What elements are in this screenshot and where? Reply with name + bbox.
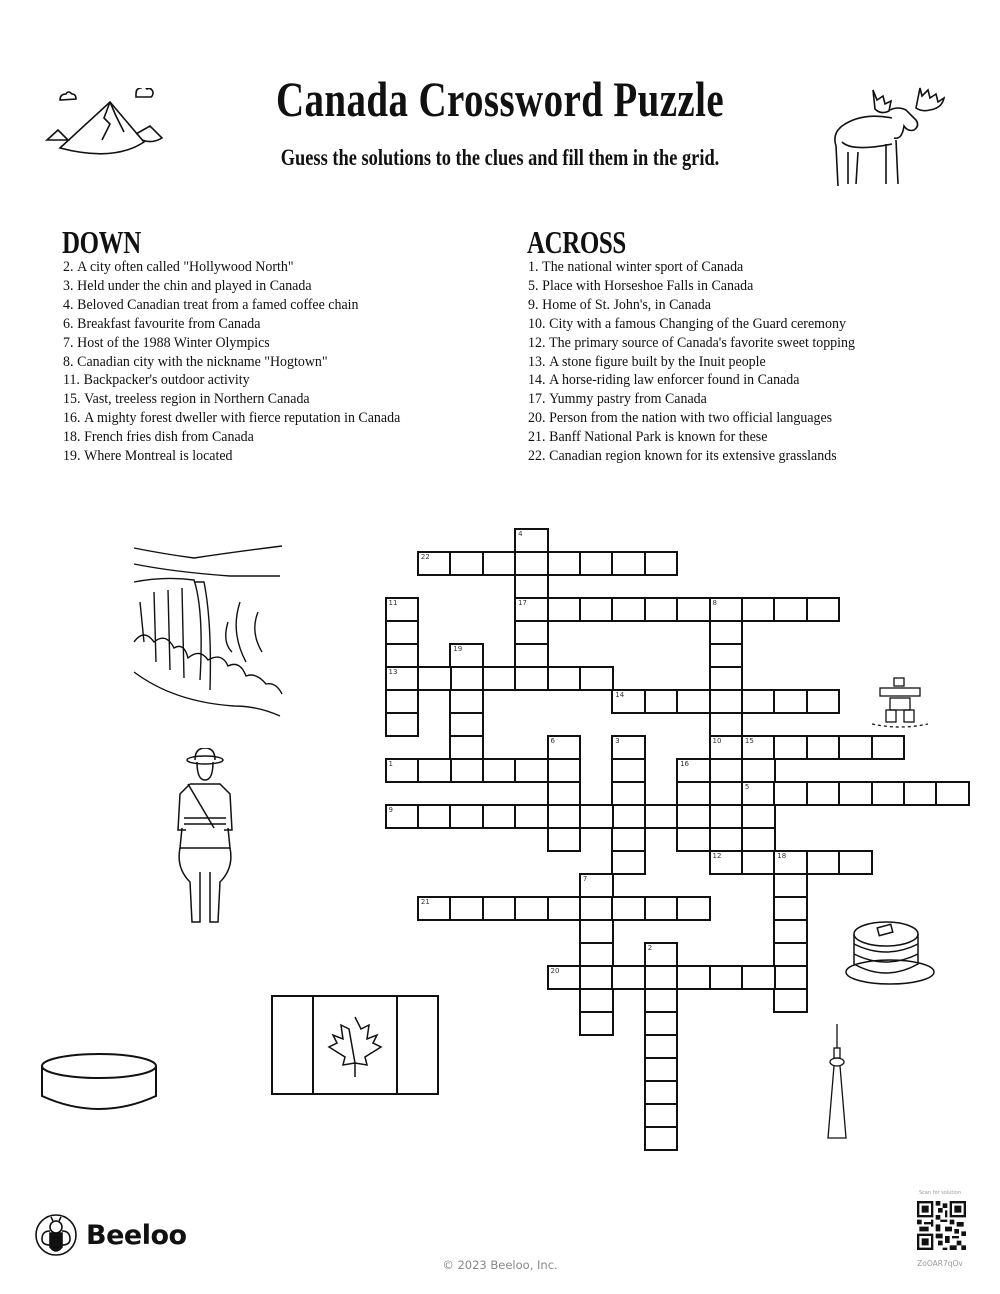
down-clue: 3. Held under the chin and played in Canada xyxy=(63,277,312,294)
crossword-cell[interactable] xyxy=(579,965,614,990)
crossword-cell[interactable] xyxy=(579,873,614,898)
crossword-cell[interactable] xyxy=(514,666,549,691)
crossword-cell[interactable] xyxy=(611,804,646,829)
crossword-cell[interactable] xyxy=(449,666,484,691)
crossword-cell[interactable] xyxy=(449,689,484,714)
crossword-cell[interactable] xyxy=(547,666,582,691)
crossword-cell[interactable] xyxy=(871,735,906,760)
across-clue: 12. The primary source of Canada's favorite sweet topping xyxy=(528,334,855,351)
clue-number: 9 xyxy=(388,806,393,814)
crossword-cell[interactable] xyxy=(514,620,549,645)
crossword-cell[interactable] xyxy=(773,597,808,622)
crossword-cell[interactable] xyxy=(385,712,420,737)
crossword-cell[interactable] xyxy=(579,597,614,622)
clue-number: 16 xyxy=(680,760,690,768)
copyright: © 2023 Beeloo, Inc. xyxy=(442,1258,558,1272)
crossword-cell[interactable] xyxy=(709,666,744,691)
down-clue: 4. Beloved Canadian treat from a famed coffee chain xyxy=(63,296,359,313)
down-clues-section xyxy=(62,224,462,466)
crossword-cell[interactable] xyxy=(449,804,484,829)
crossword-cell[interactable] xyxy=(547,827,582,852)
crossword-cell[interactable] xyxy=(644,988,679,1013)
crossword-cell[interactable] xyxy=(385,666,420,691)
crossword-cell[interactable] xyxy=(903,781,938,806)
crossword-cell[interactable] xyxy=(644,597,679,622)
solution-qr-code[interactable] xyxy=(917,1201,966,1250)
crossword-cell[interactable] xyxy=(611,827,646,852)
crossword-cell[interactable] xyxy=(838,735,873,760)
crossword-cell[interactable] xyxy=(676,781,711,806)
crossword-cell[interactable] xyxy=(579,942,614,967)
across-clue: 5. Place with Horseshoe Falls in Canada xyxy=(528,277,754,294)
crossword-cell[interactable] xyxy=(806,689,841,714)
crossword-cell[interactable] xyxy=(709,689,744,714)
page-subtitle: Guess the solutions to the clues and fill them in the grid. xyxy=(280,145,720,170)
down-clue: 2. A city often called "Hollywood North" xyxy=(63,259,294,275)
crossword-cell[interactable] xyxy=(709,597,744,622)
crossword-cell[interactable] xyxy=(579,551,614,576)
crossword-cell[interactable] xyxy=(709,712,744,737)
page-title: Canada Crossword Puzzle xyxy=(275,71,725,127)
pancakes-illustration xyxy=(842,918,937,988)
across-clue: 17. Yummy pastry from Canada xyxy=(528,391,707,408)
clue-number: 20 xyxy=(550,967,560,975)
clue-number: 8 xyxy=(712,599,717,607)
crossword-cell[interactable] xyxy=(579,919,614,944)
crossword-cell[interactable] xyxy=(514,597,549,622)
across-clues-section xyxy=(527,224,947,466)
crossword-cell[interactable] xyxy=(547,965,582,990)
canada-flag-illustration xyxy=(271,995,439,1095)
clue-number: 21 xyxy=(420,898,430,906)
crossword-cell[interactable] xyxy=(417,666,452,691)
across-clue: 22. Canadian region known for its extensive grasslands xyxy=(528,448,837,465)
crossword-cell[interactable] xyxy=(806,735,841,760)
crossword-cell[interactable] xyxy=(385,643,420,668)
crossword-cell[interactable] xyxy=(871,781,906,806)
crossword-cell[interactable] xyxy=(514,528,549,553)
clue-number: 22 xyxy=(420,553,430,561)
crossword-cell[interactable] xyxy=(806,597,841,622)
crossword-cell[interactable] xyxy=(547,758,582,783)
crossword-cell[interactable] xyxy=(385,689,420,714)
crossword-cell[interactable] xyxy=(611,689,646,714)
inukshuk-icon xyxy=(872,676,928,728)
crossword-cell[interactable] xyxy=(644,1011,679,1036)
crossword-cell[interactable] xyxy=(547,804,582,829)
crossword-cell[interactable] xyxy=(514,574,549,599)
hockey-puck-icon xyxy=(38,1050,160,1116)
clue-number: 18 xyxy=(777,852,787,860)
crossword-cell[interactable] xyxy=(709,620,744,645)
crossword-cell[interactable] xyxy=(417,551,452,576)
crossword-cell[interactable] xyxy=(644,965,679,990)
crossword-cell[interactable] xyxy=(741,689,776,714)
clue-number: 10 xyxy=(712,737,722,745)
crossword-cell[interactable] xyxy=(709,850,744,875)
crossword-cell[interactable] xyxy=(709,804,744,829)
crossword-cell[interactable] xyxy=(417,758,452,783)
crossword-cell[interactable] xyxy=(449,643,484,668)
crossword-cell[interactable] xyxy=(611,758,646,783)
crossword-cell[interactable] xyxy=(838,850,873,875)
crossword-cell[interactable] xyxy=(514,896,549,921)
crossword-cell[interactable] xyxy=(773,942,808,967)
crossword-cell[interactable] xyxy=(385,758,420,783)
crossword-cell[interactable] xyxy=(611,551,646,576)
clue-number: 17 xyxy=(518,599,528,607)
crossword-cell[interactable] xyxy=(385,597,420,622)
qr-label: Scan for solution xyxy=(918,1190,961,1196)
crossword-cell[interactable] xyxy=(773,850,808,875)
crossword-cell[interactable] xyxy=(644,942,679,967)
brand-name: Beeloo xyxy=(86,1219,187,1251)
clue-number: 2 xyxy=(647,944,653,952)
waterfall-icon xyxy=(130,542,285,722)
mountie-illustration xyxy=(170,748,240,928)
crossword-cell[interactable] xyxy=(449,896,484,921)
hockey-puck-illustration xyxy=(38,1050,160,1116)
crossword-cell[interactable] xyxy=(741,597,776,622)
crossword-cell[interactable] xyxy=(611,735,646,760)
across-clue-list xyxy=(528,258,947,466)
crossword-cell[interactable] xyxy=(773,689,808,714)
crossword-cell[interactable] xyxy=(935,781,970,806)
crossword-cell[interactable] xyxy=(514,804,549,829)
bee-icon xyxy=(34,1213,78,1257)
crossword-cell[interactable] xyxy=(773,781,808,806)
crossword-cell[interactable] xyxy=(514,758,549,783)
crossword-cell[interactable] xyxy=(547,597,582,622)
crossword-cell[interactable] xyxy=(579,988,614,1013)
crossword-cell[interactable] xyxy=(482,896,517,921)
crossword-cell[interactable] xyxy=(644,1080,679,1105)
crossword-cell[interactable] xyxy=(741,781,776,806)
clue-number: 4 xyxy=(518,530,523,538)
crossword-cell[interactable] xyxy=(547,735,582,760)
crossword-cell[interactable] xyxy=(644,1034,679,1059)
crossword-cell[interactable] xyxy=(741,965,776,990)
across-clue: 20. Person from the nation with two official languages xyxy=(528,410,833,427)
crossword-cell[interactable] xyxy=(773,965,808,990)
crossword-cell[interactable] xyxy=(417,896,452,921)
crossword-cell[interactable] xyxy=(644,1126,679,1151)
across-heading: ACROSS xyxy=(527,224,626,260)
down-clue-list xyxy=(63,258,462,466)
crossword-cell[interactable] xyxy=(579,896,614,921)
crossword-cell[interactable] xyxy=(709,758,744,783)
clue-number: 1 xyxy=(388,760,393,768)
mountie-icon xyxy=(170,748,240,928)
clue-number: 13 xyxy=(388,668,398,676)
crossword-cell[interactable] xyxy=(482,666,517,691)
across-clue: 21. Banff National Park is known for these xyxy=(528,429,768,446)
crossword-cell[interactable] xyxy=(611,597,646,622)
crossword-cell[interactable] xyxy=(709,643,744,668)
crossword-cell[interactable] xyxy=(644,804,679,829)
crossword-cell[interactable] xyxy=(644,1103,679,1128)
crossword-cell[interactable] xyxy=(547,896,582,921)
crossword-cell[interactable] xyxy=(644,551,679,576)
crossword-cell[interactable] xyxy=(644,1057,679,1082)
down-clue: 15. Vast, treeless region in Northern Canada xyxy=(63,391,310,408)
cn-tower-icon xyxy=(826,1024,848,1140)
crossword-cell[interactable] xyxy=(579,1011,614,1036)
crossword-cell[interactable] xyxy=(773,919,808,944)
clue-number: 6 xyxy=(550,737,555,745)
waterfall-illustration xyxy=(130,542,285,722)
crossword-cell[interactable] xyxy=(449,735,484,760)
crossword-cell[interactable] xyxy=(773,873,808,898)
crossword-cell[interactable] xyxy=(709,827,744,852)
qr-code-id: ZoOAR7qOv xyxy=(917,1259,963,1268)
beeloo-logo[interactable] xyxy=(34,1213,187,1257)
crossword-cell[interactable] xyxy=(547,551,582,576)
crossword-cell[interactable] xyxy=(773,896,808,921)
down-heading: DOWN xyxy=(62,224,141,260)
clue-number: 7 xyxy=(582,875,588,883)
crossword-cell[interactable] xyxy=(611,896,646,921)
crossword-cell[interactable] xyxy=(676,597,711,622)
crossword-cell[interactable] xyxy=(741,827,776,852)
crossword-cell[interactable] xyxy=(385,804,420,829)
across-clue: 13. A stone figure built by the Inuit people xyxy=(528,353,766,370)
crossword-cell[interactable] xyxy=(709,965,744,990)
cn-tower-illustration xyxy=(826,1024,848,1140)
crossword-cell[interactable] xyxy=(676,758,711,783)
crossword-cell[interactable] xyxy=(709,735,744,760)
crossword-cell[interactable] xyxy=(806,781,841,806)
crossword-cell[interactable] xyxy=(676,827,711,852)
crossword-cell[interactable] xyxy=(806,850,841,875)
across-clue: 9. Home of St. John's, in Canada xyxy=(528,296,711,313)
crossword-cell[interactable] xyxy=(449,758,484,783)
crossword-cell[interactable] xyxy=(676,965,711,990)
crossword-cell[interactable] xyxy=(741,758,776,783)
down-clue: 8. Canadian city with the nickname "Hogtown" xyxy=(63,353,328,370)
crossword-cell[interactable] xyxy=(644,896,679,921)
across-clue: 10. City with a famous Changing of the Guard ceremony xyxy=(528,315,846,332)
down-clue: 7. Host of the 1988 Winter Olympics xyxy=(63,334,270,351)
crossword-cell[interactable] xyxy=(741,804,776,829)
crossword-cell[interactable] xyxy=(482,551,517,576)
clue-number: 15 xyxy=(744,737,754,745)
down-clue: 18. French fries dish from Canada xyxy=(63,429,254,446)
crossword-cell[interactable] xyxy=(676,896,711,921)
crossword-cell[interactable] xyxy=(644,689,679,714)
down-clue: 6. Breakfast favourite from Canada xyxy=(63,315,261,332)
pancakes-icon xyxy=(842,918,937,988)
crossword-cell[interactable] xyxy=(676,804,711,829)
crossword-cell[interactable] xyxy=(547,781,582,806)
inukshuk-illustration xyxy=(872,676,928,728)
crossword-cell[interactable] xyxy=(514,643,549,668)
clue-number: 11 xyxy=(388,599,398,607)
crossword-cell[interactable] xyxy=(709,781,744,806)
canada-flag-icon xyxy=(271,995,439,1095)
clue-number: 5 xyxy=(744,783,750,791)
crossword-cell[interactable] xyxy=(741,850,776,875)
crossword-cell[interactable] xyxy=(611,965,646,990)
crossword-cell[interactable] xyxy=(579,666,614,691)
crossword-cell[interactable] xyxy=(385,620,420,645)
down-clue: 16. A mighty forest dweller with fierce reputation in Canada xyxy=(63,410,401,427)
clue-number: 3 xyxy=(615,737,620,745)
moose-icon xyxy=(828,78,958,188)
crossword-cell[interactable] xyxy=(449,712,484,737)
across-clue: 14. A horse-riding law enforcer found in Canada xyxy=(528,372,800,389)
crossword-cell[interactable] xyxy=(579,804,614,829)
crossword-cell[interactable] xyxy=(741,735,776,760)
clue-number: 12 xyxy=(712,852,722,860)
crossword-cell[interactable] xyxy=(514,551,549,576)
crossword-cell[interactable] xyxy=(611,781,646,806)
crossword-cell[interactable] xyxy=(482,758,517,783)
moose-illustration xyxy=(828,78,958,188)
crossword-cell[interactable] xyxy=(773,735,808,760)
across-clue: 1. The national winter sport of Canada xyxy=(528,259,744,275)
qr-code-icon xyxy=(917,1201,966,1250)
down-clue: 19. Where Montreal is located xyxy=(63,448,233,465)
crossword-cell[interactable] xyxy=(482,804,517,829)
clue-number: 19 xyxy=(453,645,463,653)
clue-number: 14 xyxy=(615,691,625,699)
crossword-cell[interactable] xyxy=(838,781,873,806)
down-clue: 11. Backpacker's outdoor activity xyxy=(63,372,250,389)
crossword-cell[interactable] xyxy=(449,551,484,576)
crossword-cell[interactable] xyxy=(611,850,646,875)
crossword-cell[interactable] xyxy=(676,689,711,714)
crossword-cell[interactable] xyxy=(773,988,808,1013)
crossword-cell[interactable] xyxy=(417,804,452,829)
